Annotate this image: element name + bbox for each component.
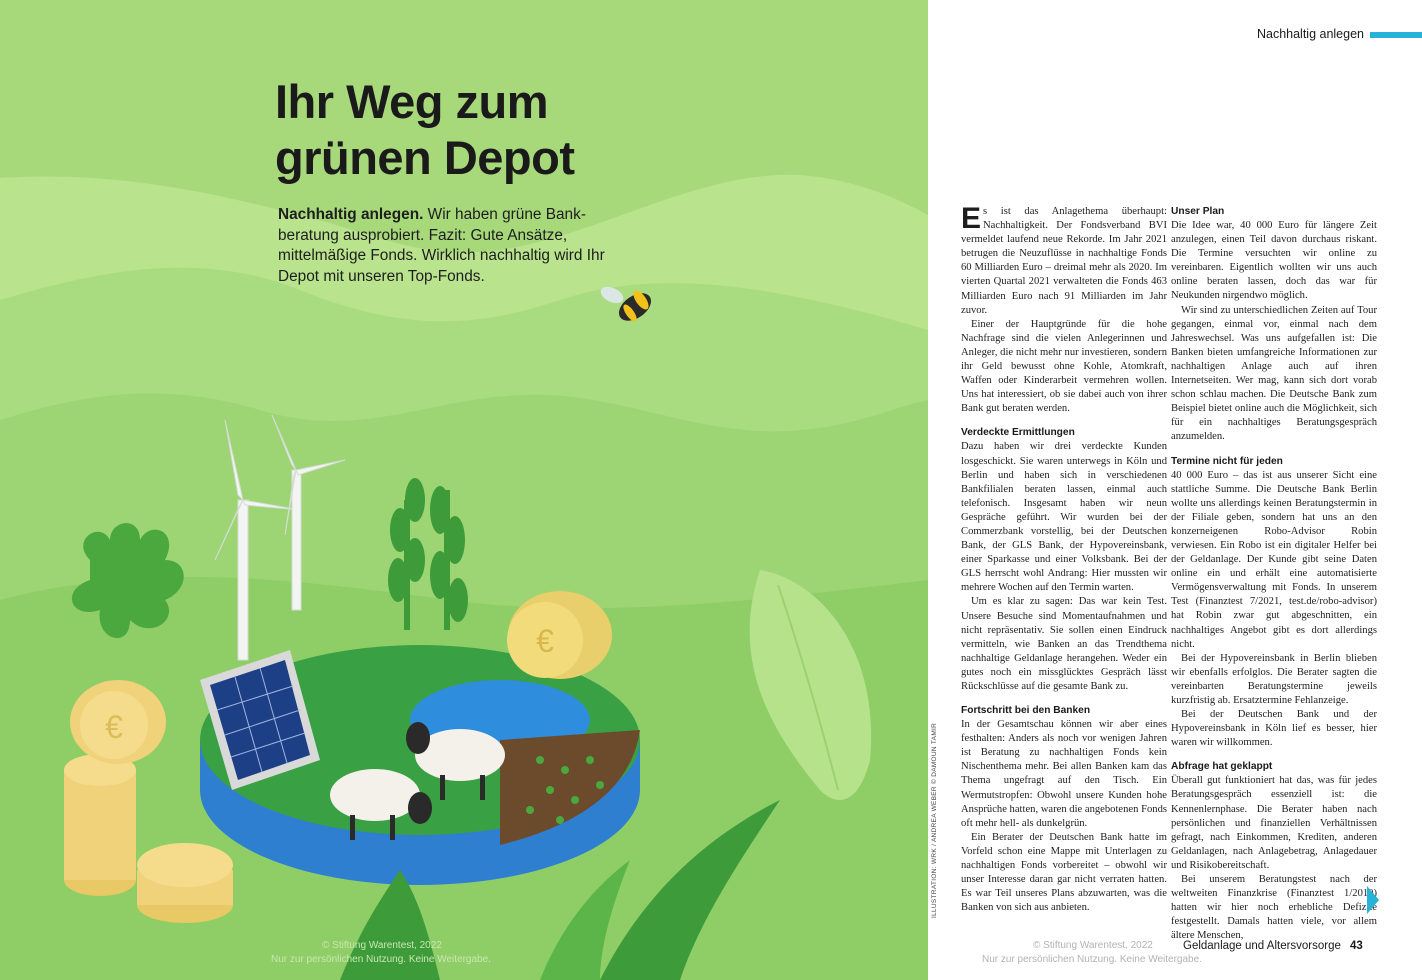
subheading: Verdeckte Ermittlungen bbox=[961, 427, 1075, 439]
watermark-copyright: © Stiftung Warentest, 2022 bbox=[322, 940, 442, 951]
teaser-paragraph bbox=[278, 205, 608, 287]
svg-text:€: € bbox=[536, 623, 554, 659]
article-paragraph: Einer der Hauptgründe für die hohe Nachfrage sind die vielen Anlegerinnen und Anleger, die nicht mehr nur investieren, sondern ihr Geld bewusst ohne Kohle, Atomkraft, Waffen oder Kinderarbeit vermehren wollen. Uns hat interessiert, ob sie dabei auch von ihrer Bank gut beraten werden. bbox=[961, 318, 1167, 415]
footer-magazine-title: Geldanlage und Altersvorsorge bbox=[1183, 940, 1341, 952]
headline-line-2: grünen Depot bbox=[275, 131, 575, 184]
article-column-2 bbox=[1171, 205, 1377, 944]
article-paragraph: Bei der Hypovereinsbank in Berlin blieben wir ebenfalls erfolglos. Die Berater sagten die vereinbarten Beratungstermine jeweils kurzfristig ab. Ersatztermine Fehlanzeige. bbox=[1171, 652, 1377, 706]
article-column-1 bbox=[961, 202, 1167, 915]
article-paragraph: Es ist das Anlagethema überhaupt: Nachhaltigkeit. Der Fondsverband BVI vermeldet laufend neue Rekorde. Im Jahr 2021 betrugen die Neuzuflüsse in nachhaltige Fonds 60 Milliarden Euro – dreimal mehr als 2020. Im vierten Quartal 2021 verwalteten die Fonds 463 Milliarden Euro nach 91 Milliarden im Jahr zuvor. bbox=[961, 202, 1167, 316]
teaser-text: Wir haben grüne Bankberatung ausprobiert. Fazit: Gute Ansätze, mittelmäßige Fonds. Wirklich nachhaltig wird Ihr Depot mit unseren Top-Fonds. bbox=[278, 206, 605, 285]
section-accent-bar bbox=[1370, 32, 1422, 38]
article-paragraph: Ein Berater der Deutschen Bank hatte im Vorfeld schon eine Mappe mit Unterlagen zu nachhaltigen Fonds vorbereitet – obwohl wir unser Interesse daran gar nicht verraten hatten. Es war Teil unseres Plans abzuwarten, was die Banken von sich aus anbieten. bbox=[961, 831, 1167, 914]
article-paragraph: In der Gesamtschau können wir aber eines festhalten: Anders als noch vor wenigen Jahren ist Beratung zu nachhaltigen Fonds kein Nischenthema mehr. Bei allen Banken kam das Thema ungefragt auf den Tisch. Ein Wermutstropfen: Obwohl unsere Kunden hohe Ansprüche hatten, waren die angebotenen Fonds oft mehr hell- als dunkelgrün. bbox=[961, 719, 1167, 829]
subheading: Abfrage hat geklappt bbox=[1171, 761, 1273, 773]
section-label: Nachhaltig anlegen bbox=[1256, 27, 1364, 41]
page-headline bbox=[275, 74, 835, 186]
article-paragraph: Die Idee war, 40 000 Euro für längere Zeit anzulegen, einen Teil davon durchaus riskant. Die Termine versuchten wir online zu vereinbaren. Eigentlich wollten wir uns auch online beraten lassen, doch das war für Neukunden nirgendwo möglich. bbox=[1171, 220, 1377, 302]
article-paragraph: Bei der Deutschen Bank und der Hypovereinsbank in Köln lief es besser, hier waren wir willkommen. bbox=[1171, 709, 1377, 749]
article-paragraph: Wir sind zu unterschiedlichen Zeiten auf Tour gegangen, einmal vor, einmal nach dem Jahreswechsel. Was uns aufgefallen ist: Die Banken bieten umfangreiche Informationen zur nachhaltigen Anlage auch auf ihren Internetseiten. Wer mag, kann sich dort vorab schon schlau machen. Die Deutsche Bank zum Beispiel bietet online auch die Möglichkeit, sich für ein nachhaltiges Beratungsgespräch anzumelden. bbox=[1171, 304, 1377, 443]
page-number: 43 bbox=[1350, 940, 1363, 952]
article-paragraph: Bei unserem Beratungstest nach der weltweiten Finanzkrise (Finanztest 1/2010) hatten wir hier noch erhebliche Defizite festgestellt. Damals hatten viele, vor allem ältere Menschen, bbox=[1171, 874, 1377, 942]
dropcap: E bbox=[961, 202, 982, 235]
continue-arrow-icon bbox=[1367, 886, 1379, 914]
article-paragraph: Um es klar zu sagen: Das war kein Test. Unsere Besuche sind Momentaufnahmen und nicht repräsentativ. Sie sollen einen Eindruck vermitteln, wie Banken an das Trendthema nachhaltige Geldanlage herangehen. Weder ein gutes noch ein missglücktes Gespräch lässt Rückschlüsse auf die gesamte Bank zu. bbox=[961, 596, 1167, 692]
headline-line-1: Ihr Weg zum bbox=[275, 75, 549, 128]
subheading: Unser Plan bbox=[1171, 206, 1225, 217]
article-paragraph: Dazu haben wir drei verdeckte Kunden losgeschickt. Sie waren unterwegs in Köln und Berlin und haben sich in verschiedenen Bankfilialen beraten lassen, einmal auch telefonisch. Insgesamt haben wir neun Gespräche geführt. Wir wurden bei der Commerzbank vorstellig, bei der Deutschen Bank, der GLS Bank, der Hypovereinsbank, einer Sparkasse und einer Volksbank. Bei der GLS herrscht wohl Andrang: Hier mussten wir mehrere Wochen auf den Termin warten. bbox=[961, 441, 1167, 594]
subheading: Fortschritt bei den Banken bbox=[961, 705, 1091, 717]
teaser-lead: Nachhaltig anlegen. bbox=[278, 206, 424, 223]
footer-note: Nur zur persönlichen Nutzung. Keine Weitergabe. bbox=[982, 954, 1202, 965]
svg-text:€: € bbox=[105, 709, 123, 745]
watermark-note: Nur zur persönlichen Nutzung. Keine Weitergabe. bbox=[271, 954, 491, 965]
article-paragraph: Überall gut funktioniert hat das, was für jedes Beratungsgespräch essenziell ist: die Kennenlernphase. Die Berater haben nach persönlichen und finanziellen Verhältnissen gefragt, nach Einkommen, Krediten, anderen Geldanlagen, nach Anlagebetrag, Anlagedauer und Risikobereitschaft. bbox=[1171, 775, 1377, 871]
footer-copyright: © Stiftung Warentest, 2022 bbox=[1033, 940, 1153, 951]
illustration-credit: ILLUSTRATION: WRK / ANDREA WEBER © DAMOUN TAMIR bbox=[931, 722, 938, 918]
subheading: Termine nicht für jeden bbox=[1171, 455, 1283, 467]
article-paragraph: 40 000 Euro – das ist aus unserer Sicht eine stattliche Summe. Die Deutsche Bank Berlin wollte uns allerdings keinen Beratungstermin in der Filiale geben, sondern hat uns an den konzerneigenen Robo-Advisor Robin verwiesen. Ein Robo ist ein digitaler Helfer bei der Geldanlage. Der Kunde gibt seine Daten online ein und erhält eine automatisierte Vermögensverwaltung mit Fonds. In unserem Test (Finanztest 7/2021, test.de/robo-advisor) hat Robin zwar gut abgeschnitten, ein nachhaltiges Angebot gibt es dort allerdings nicht. bbox=[1171, 469, 1377, 650]
